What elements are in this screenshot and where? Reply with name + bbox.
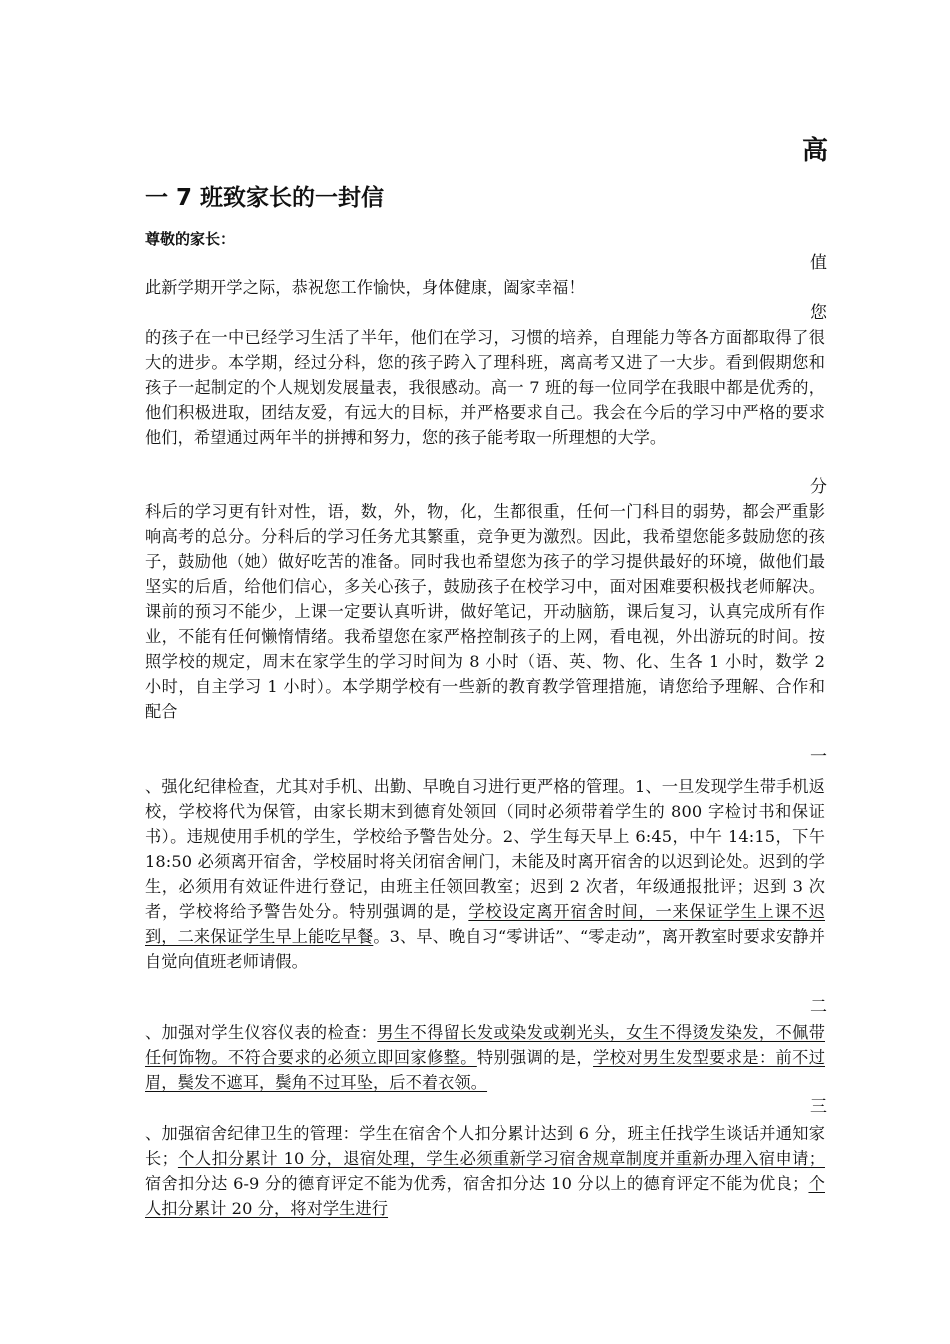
section-appearance (145, 1020, 825, 1095)
section1-lead-char: 一 (810, 747, 827, 767)
section2-underlined-1: 男生不得留长发或染发或剃光头，女生不得烫发染发，不佩带任何饰物。 (145, 1023, 825, 1067)
letter-title: 一 7 班致家长的一封信 (145, 185, 385, 211)
section3-lead-char: 三 (810, 1097, 827, 1117)
section2-text-a: 、加强对学生仪容仪表的检查： (145, 1023, 378, 1042)
section-discipline (145, 774, 825, 974)
section1-underlined: 学校设定离开宿舍时间，一来保证学生上课不迟到，二来保证学生早上能吃早餐 (145, 902, 825, 946)
p1-lead-char: 值 (810, 253, 827, 273)
section1-text-b: 。3、早、晚自习“零讲话”、“零走动”，离开教室时要求安静并自觉向值班老师请假。 (145, 927, 825, 971)
salutation: 尊敬的家长： (145, 230, 236, 248)
paragraph-progress: 的孩子在一中已经学习生活了半年，他们在学习，习惯的培养，自理能力等各方面都取得了很大的进步。本学期，经过分科，您的孩子跨入了理科班，离高考又进了一大步。看到假期您和孩子一起制定的个人规划发展量表，我很感动。高一 7 班的每一位同学在我眼中都是优秀的，他们积极进取，团结友爱，有远大的目标，并严格要求自己。我会在今后的学习中严格的要求他们，希望通过两年半的拼搏和努力，您的孩子能考取一所理想的大学。 (145, 328, 825, 447)
p2-lead-char: 您 (810, 303, 827, 323)
section2-underlined-2: 不符合要求的必须立即回家修整。 (227, 1048, 477, 1067)
section1-text-a: 、强化纪律检查，尤其对手机、出勤、早晚自习进行更严格的管理。1、一旦发现学生带手机返校，学校将代为保管，由家长期末到德育处领回（同时必须带着学生的 800 字检讨书和保证书）。违规使用手机的学生，学校给予警告处分。2、学生每天早上 6:45，中午 14:15，下午 18:50 必须离开宿舍，学校届时将关闭宿舍闸门，未能及时离开宿舍的以迟到论处。迟到的学生，必须用有效证件进行登记，由班主任领回教室；迟到 2 次者，年级通报批评；迟到 3 次者，学校将给予警告处分。特别强调的是， (145, 777, 825, 921)
section3-text-b: 宿舍扣分达 6-9 分的德育评定不能为优秀，宿舍扣分达 10 分以上的德育评定不能为优良； (145, 1174, 809, 1193)
paragraph-study-advice: 科后的学习更有针对性，语，数，外，物，化，生都很重，任何一门科目的弱势，都会严重影响高考的总分。分科后的学习任务尤其繁重，竞争更为激烈。因此，我希望您能多鼓励您的孩子，鼓励他（她）做好吃苦的准备。同时我也希望您为孩子的学习提供最好的环境，做他们最坚实的后盾，给他们信心，多关心孩子，鼓励孩子在校学习中，面对困难要积极找老师解决。课前的预习不能少，上课一定要认真听讲，做好笔记，开动脑筋，课后复习，认真完成所有作业，不能有任何懒惰情绪。我希望您在家严格控制孩子的上网，看电视，外出游玩的时间。按照学校的规定，周末在家学生的学习时间为 8 小时（语、英、物、化、生各 1 小时，数学 2 小时，自主学习 1 小时）。本学期学校有一些新的教育教学管理措施，请您给予理解、合作和配合 (145, 502, 825, 721)
title-first-char: 高 (801, 136, 828, 166)
section2-lead-char: 二 (810, 997, 827, 1017)
section-dormitory (145, 1121, 825, 1221)
section3-underlined-2: 个人扣分累计 20 分，将对学生进行 (145, 1174, 825, 1218)
paragraph-greeting: 此新学期开学之际，恭祝您工作愉快，身体健康，阖家幸福！ (145, 278, 585, 297)
section2-text-b: 特别强调的是， (476, 1048, 594, 1067)
section3-text-a: 、加强宿舍纪律卫生的管理：学生在宿舍个人扣分累计达到 6 分，班主任找学生谈话并通知家长； (145, 1124, 825, 1168)
section3-underlined-1: 个人扣分累计 10 分，退宿处理，学生必须重新学习宿舍规章制度并重新办理入宿申请； (177, 1149, 825, 1168)
section2-underlined-3: 学校对男生发型要求是：前不过眉，鬓发不遮耳，鬓角不过耳坠，后不着衣领。 (145, 1048, 826, 1092)
p3-lead-char: 分 (810, 477, 827, 497)
